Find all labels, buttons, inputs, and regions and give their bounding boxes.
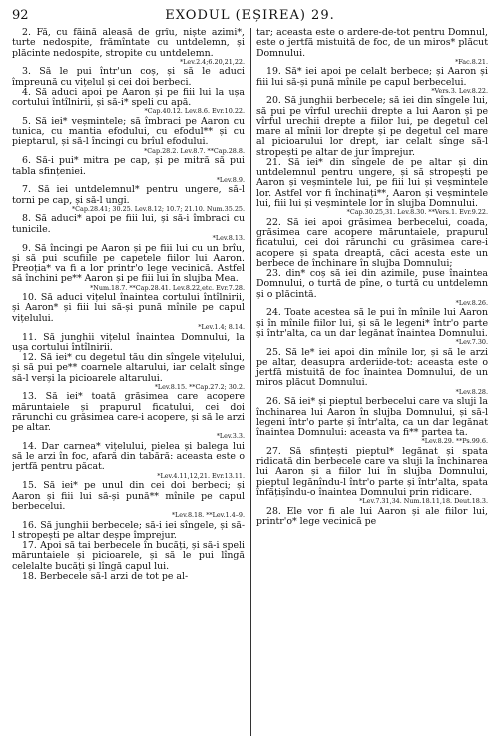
verse-text: 12. Să iei* cu degetul tău din sîngele vițelului, și să pui pe** coarnele altarului, iar celalt sînge să-l verși la picioarele altarului. — [12, 352, 245, 384]
verse-text: 18. Berbecele să-l arzi de tot pe al- — [22, 570, 189, 582]
verse-text: 7. Să iei untdelemnul* pentru ungere, să-l torni pe cap, și să-l ungi. — [12, 184, 245, 206]
cross-reference: *Lev.8.9. — [216, 175, 245, 184]
cross-reference: *Lev.8.15. **Cap.27.2; 30.2. — [154, 382, 245, 391]
verse-text: 9. Să încingi pe Aaron și pe fiii lui cu un brîu, și să pui scufiile pe capetele fiilor lui Aaron. Preoția* va fi a lor printr'o lege vecinică. Astfel să închini pe** Aaron și pe fiii lui în slujba Mea. — [12, 242, 245, 285]
cross-reference: *Lev.1.4; 8.14. — [198, 322, 245, 331]
page-number: 92 — [12, 8, 29, 23]
running-title: EXODUL (EȘIREA) 29. — [165, 8, 335, 23]
cross-reference: *Cap.30.25,31. Lev.8.30. **Vers.1. Evr.9.22. — [346, 208, 488, 217]
verse-text: 20. Să junghii berbecele; să iei din sîngele lui, să pui pe vîrful urechii drepte a lui Aaron și pe vîrful urechii drepte a fiilor lui, pe degetul cel mare al mînii lor drepte și pe degetul cel mare al picioarului lor drept, iar celalt sînge să-l stropești pe altar de jur împrejur. — [256, 95, 488, 158]
cross-reference: *Lev.8.18. **Lev.1.4–9. — [171, 511, 245, 520]
verse-text: 16. Să junghii berbecele; să-i iei sîngele, și să-l stropești pe altar deșpe împrejur. — [12, 519, 245, 541]
verse-text: 25. Să le* iei apoi din mînile lor, și să le arzi pe altar, deasupra arderiide-tot: aceasta este o jertfă mistuită de foc înaintea Domnului, de un miros plăcut Domnului. — [256, 346, 488, 389]
cross-reference: *Lev.8.13. — [212, 233, 245, 242]
verse-text: 13. Să iei* toată grăsimea care acopere măruntaiele și prapurul ficatului, cei doi rărunchi cu grăsimea care-i acopere, și să le arzi pe altar. — [12, 391, 245, 434]
verse-text: 5. Să iei* veșmintele; să îmbraci pe Aaron cu tunica, cu mantia efodului, cu efodul** și cu pieptarul, și să-l încingi cu brîul efodului. — [12, 115, 245, 148]
cross-reference: *Cap.28.41; 30.25. Lev.8.12; 10.7; 21.10. Num.35.25. — [71, 204, 245, 213]
verse-text: 26. Să iei* și pieptul berbecelui care va sluji la închinarea lui Aaron în slujba Domnului, și să-l legeni într'o parte și într'alta, ca un dar legănat înaintea Domnului: aceasta va fi** partea ta. — [256, 396, 488, 439]
verse-text: 6. Să-i pui* mitra pe cap, și pe mitră să pui tabla sfințeniei. — [12, 155, 245, 177]
cross-reference: *Lev.8.26. — [455, 298, 488, 307]
verse-text: 11. Să junghii vițelul înaintea Domnului, la ușa cortului întîlnirii. — [12, 331, 245, 353]
cross-reference: *Lev.7.31,34. Num.18.11,18. Deut.18.3. — [359, 497, 488, 506]
verse-text: 10. Să aduci vițelul înaintea cortului întîlnirii, și Aaron* și fiii lui să-și pună mînile pe capul vițelului. — [12, 292, 245, 324]
cross-reference: *Lev.3.3. — [216, 432, 245, 441]
verse-text: 22. Să iei apoi grăsimea berbecelui, coada, grăsimea care acopere măruntaiele, prapurul ficatului, cei doi rărunchi cu grăsimea care-i acopere și spata dreaptă, căci acesta este un berbece de închinare în slujba Domnului; — [256, 216, 488, 269]
cross-reference: *Fac.8.21. — [455, 57, 488, 66]
verse-text: 28. Ele vor fi ale lui Aaron și ale fiilor lui, printr'o* lege vecinică pe — [256, 505, 488, 527]
verse-text: 14. Dar carnea* vițelului, pielea și balega lui să le arzi în foc, afară din tabără: aceasta este o jertfă pentru păcat. — [12, 440, 245, 473]
verse-text: tar; aceasta este o ardere-de-tot pentru Domnul, este o jertfă mistuită de foc, de un miros* plăcut Domnului. — [256, 28, 488, 59]
cross-reference: *Lev.8.29. **Ps.99.6. — [421, 437, 488, 446]
verse-text: 17. Apoi să tai berbecele în bucăți, și să-i speli măruntaiele și picioarele, și să le pui lîngă celelalte bucăți și lîngă capul lui. — [12, 540, 245, 572]
verse-text: 3. Să le pui într'un coș, și să le aduci împreună cu vițelul și cei doi berbeci. — [12, 66, 245, 88]
verse-text: 19. Să* iei apoi pe celalt berbece; și Aaron și fiii lui să-și pună mînile pe capul berbecelui. — [256, 66, 488, 88]
cross-reference: *Vers.3. Lev.8.22. — [431, 86, 488, 95]
cross-reference: *Num.18.7. **Cap.28.41. Lev.8.22,etc. Evr.7.28. — [90, 283, 245, 292]
right-column — [250, 28, 488, 736]
cross-reference: *Lev.2.4;6.20,21,22. — [179, 57, 245, 66]
verse-text: 27. Să sfințești pieptul* legănat și spata ridicată din berbecele care va sluji la închinarea lui Aaron și a fiilor lui în slujba Domnului, pieptul legănîndu-l într'o parte și într'alta, spata înfățișîndu-o înaintea Domnului prin ridicare. — [256, 445, 488, 498]
verse-text: 2. Fă, cu făină aleasă de grîu, niște azimi*, turte nedospite, frămîntate cu untdelemn, și plăcinte nedospite, stropite cu untdelemn. — [12, 28, 245, 59]
cross-reference: *Lev.4.11,12,21. Evr.13.11. — [157, 471, 245, 480]
text-columns — [12, 28, 488, 736]
cross-reference: *Cap.40.12. Lev.8.6. Evr.10.22. — [144, 107, 245, 116]
cross-reference: *Lev.8.28. — [455, 387, 488, 396]
verse-text: 4. Să aduci apoi pe Aaron și pe fiii lui la ușa cortului întîlnirii, și să-i* speli cu apă. — [12, 86, 245, 109]
verse-text: 23. din* coș să iei din azimile, puse înaintea Domnului, o turtă de pîne, o turtă cu untdelemn și o plăcintă. — [256, 268, 488, 300]
verse-text: 21. Să iei* din sîngele de pe altar și din untdelemnul pentru ungere, și să stropești pe Aaron și veșmintele lui, pe fiii lui și veșmintele lor. Astfel vor fi închinați**, Aaron și veșmintele lui, fiii lui și veșmintele lor în slujba Domnului. — [256, 156, 488, 209]
cross-reference: *Lev.7.30. — [455, 338, 488, 347]
cross-reference: *Cap.28.2. Lev.8.7. **Cap.28.8. — [144, 146, 245, 155]
page-header — [12, 8, 488, 24]
verse-text: 15. Să iei* pe unul din cei doi berbeci; și Aaron și fiii lui să-și pună** mînile pe capul berbecelui. — [12, 480, 245, 512]
verse-text: 8. Să aduci* apoi pe fiii lui, și să-i îmbraci cu tunicile. — [12, 213, 245, 235]
verse-text: 24. Toate acestea să le pui în mînile lui Aaron și în mînile fiilor lui, și să le legeni* într'o parte și într'alta, ca un dar legănat înaintea Domnului. — [256, 307, 488, 339]
left-column — [12, 28, 250, 736]
